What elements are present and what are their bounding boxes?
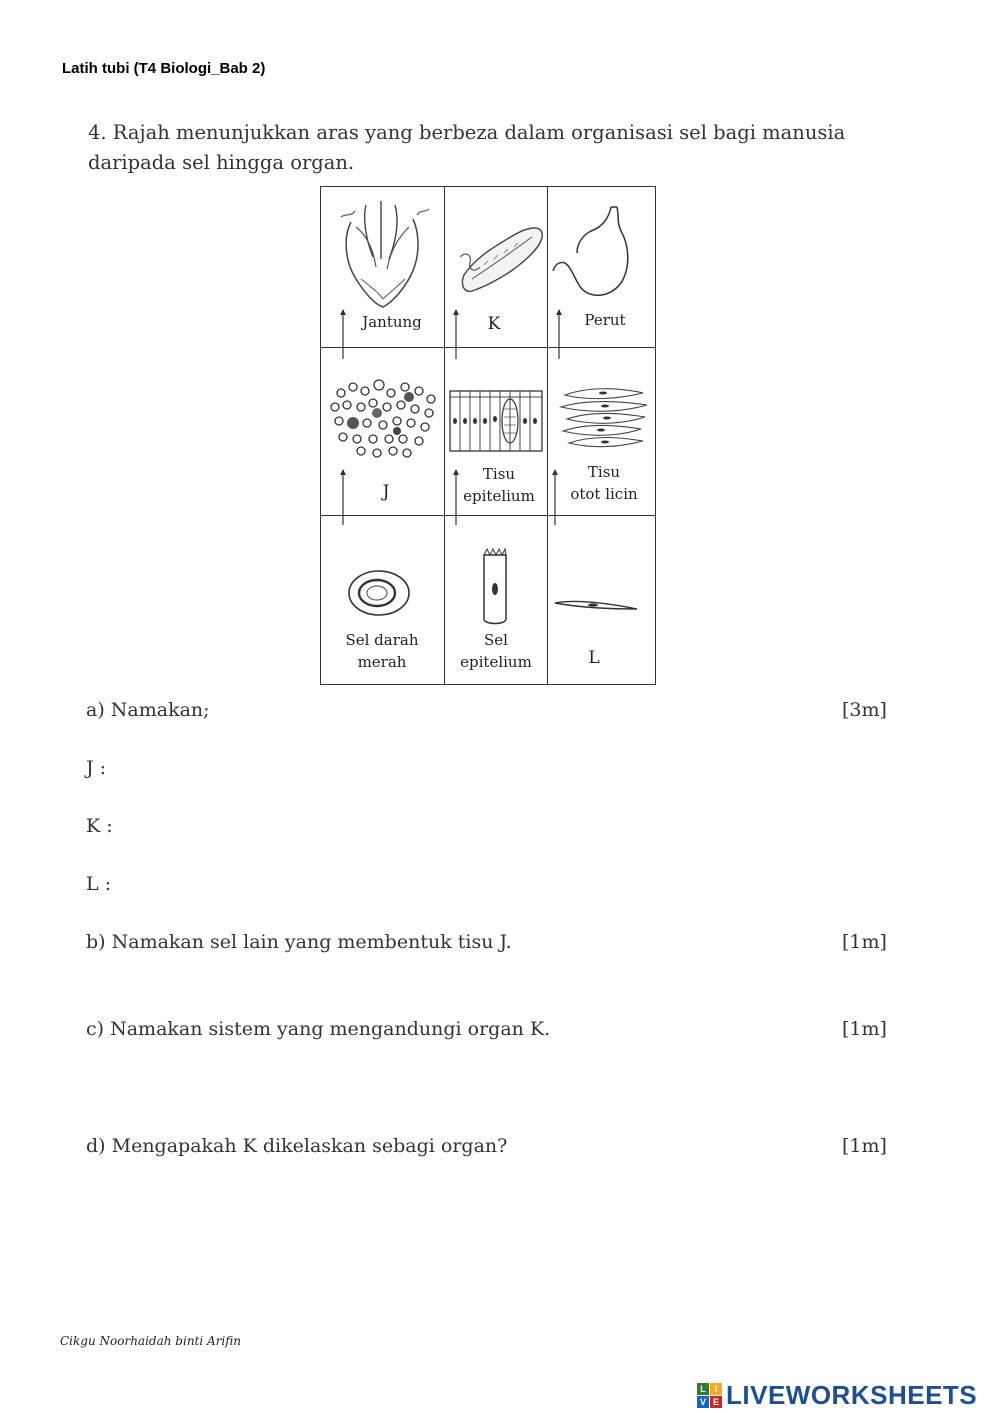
answer-label-j: J :	[86, 757, 107, 779]
part-c-question: c) Namakan sistem yang mengandungi organ K.	[86, 1018, 551, 1040]
tissue-cell-epithelium	[444, 347, 547, 515]
organ-cell-heart	[321, 187, 444, 347]
part-b-question: b) Namakan sel lain yang membentuk tisu J.	[86, 931, 512, 953]
tissue-cell-smooth-muscle	[547, 347, 655, 515]
part-d-marks: [1m]	[842, 1135, 887, 1157]
part-d-question: d) Mengapakah K dikelaskan sebagi organ?	[86, 1135, 508, 1157]
tissue-label-smooth-muscle-line2: otot licin	[570, 485, 638, 503]
organ-label-k: K	[487, 314, 501, 334]
part-b-marks: [1m]	[842, 931, 887, 953]
tissue-label-smooth-muscle-line1: Tisu	[587, 463, 621, 481]
worksheet-header: Latih tubi (T4 Biologi_Bab 2)	[62, 60, 266, 77]
part-a-question: a) Namakan;	[86, 699, 210, 721]
logo-letter: I	[710, 1383, 722, 1395]
answer-label-k: K :	[86, 815, 113, 837]
organ-cell-stomach	[547, 187, 655, 347]
tissue-cell-j	[321, 347, 444, 515]
part-a-marks: [3m]	[842, 699, 887, 721]
cell-label-rbc-line1: Sel darah	[345, 631, 419, 649]
answer-label-l: L :	[86, 873, 112, 895]
liveworksheets-brand[interactable]	[697, 1380, 977, 1411]
brand-name: LIVEWORKSHEETS	[726, 1380, 978, 1410]
organ-label-heart: Jantung	[362, 313, 422, 331]
logo-letter: L	[697, 1383, 709, 1395]
cell-label-l: L	[588, 648, 600, 668]
tissue-label-j: J	[382, 482, 390, 502]
logo-letter: V	[697, 1396, 709, 1408]
logo-letter: E	[710, 1396, 722, 1408]
cell-label-epithelial-line2: epitelium	[460, 653, 532, 671]
question-intro: 4. Rajah menunjukkan aras yang berbeza dalam organisasi sel bagi manusia daripada sel hingga organ.	[88, 121, 846, 174]
cell-label-epithelial-line1: Sel	[484, 631, 508, 649]
author-credit: Cikgu Noorhaidah binti Arifin	[60, 1334, 241, 1348]
cell-epithelial-cell	[444, 515, 547, 684]
cell-l	[547, 515, 655, 684]
part-c-marks: [1m]	[842, 1018, 887, 1040]
tissue-label-epithelium-line1: Tisu	[482, 465, 516, 483]
organ-label-stomach: Perut	[584, 311, 626, 329]
cell-label-rbc-line2: merah	[357, 653, 407, 671]
organ-cell-k	[444, 187, 547, 347]
liveworksheets-logo-icon	[697, 1383, 722, 1408]
tissue-label-epithelium-line2: epitelium	[463, 487, 535, 505]
cell-organisation-diagram	[320, 186, 656, 685]
cell-red-blood-cell	[321, 515, 444, 684]
